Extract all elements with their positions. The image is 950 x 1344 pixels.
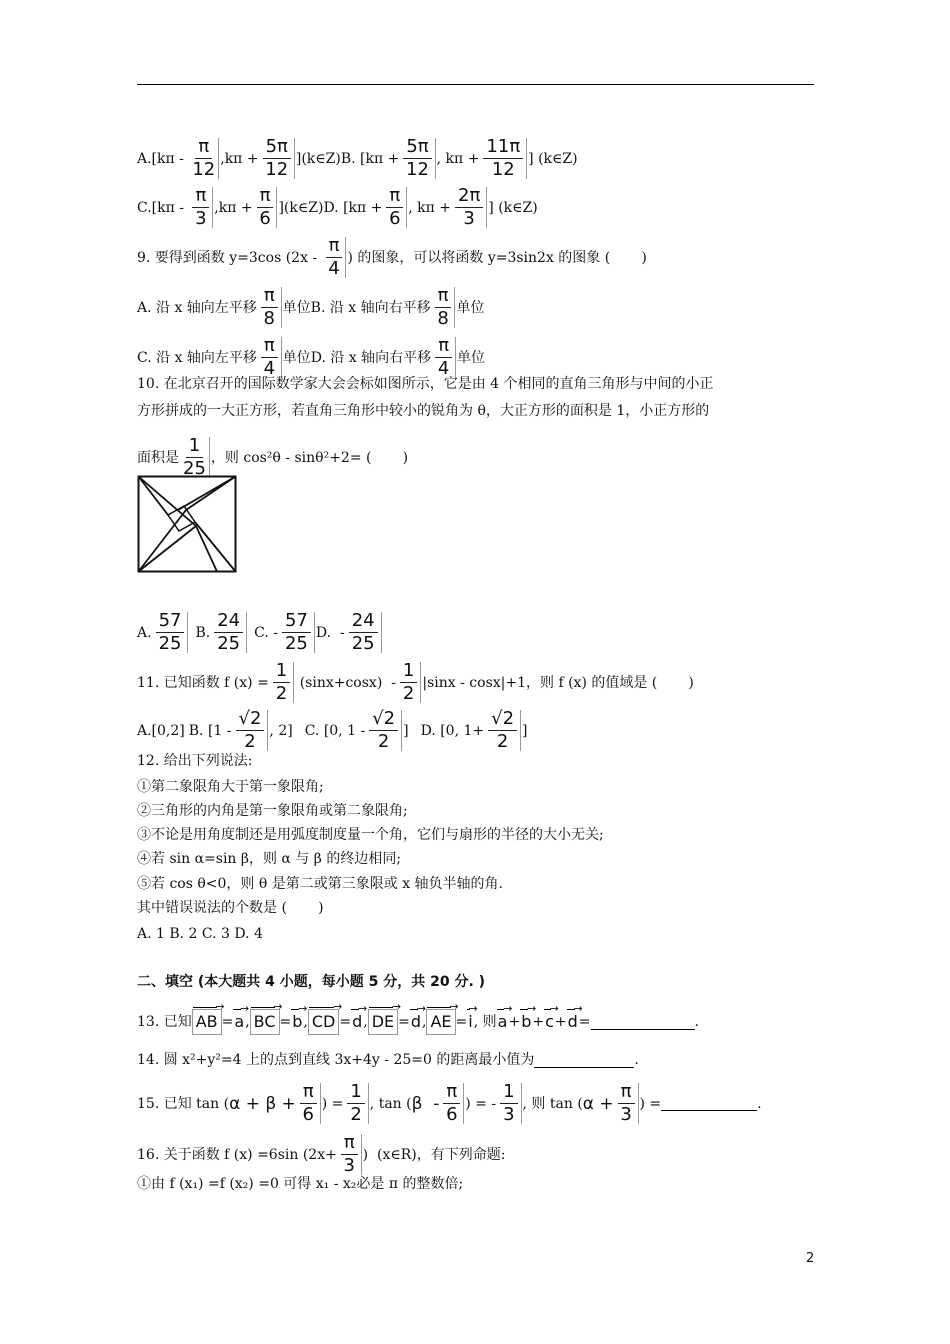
vector-c: c → xyxy=(544,1012,555,1032)
q16-stem xyxy=(137,1134,505,1175)
den: 2 xyxy=(496,731,509,752)
num: 11π xyxy=(483,138,523,159)
q12-item-4 xyxy=(137,849,401,869)
plus: + xyxy=(554,1014,567,1030)
vector-d: d → xyxy=(410,1012,422,1032)
q10-text: ，则 cos²θ - sinθ²+2= ( ) xyxy=(210,449,409,466)
vector-i: i → xyxy=(467,1012,473,1032)
den: 2 xyxy=(275,683,288,704)
fraction xyxy=(432,287,456,328)
num: 1 xyxy=(347,1083,364,1104)
q9-d-text: 单位 xyxy=(457,349,486,366)
q9-text: 9. 要得到函数 y=3cos (2x - xyxy=(137,249,322,266)
den: 25 xyxy=(284,633,308,654)
fraction xyxy=(480,138,527,179)
section-2-heading xyxy=(137,972,485,992)
num: π xyxy=(261,287,278,308)
q9-c-text: 单位 xyxy=(282,349,311,366)
den: 4 xyxy=(328,258,340,279)
q10-options xyxy=(137,612,383,653)
den: 6 xyxy=(446,1104,458,1125)
den: 2 xyxy=(402,683,415,704)
q8-c-text: C.[kπ - xyxy=(137,199,189,216)
congress-emblem-figure xyxy=(137,475,237,573)
num: 1 xyxy=(400,662,417,683)
fraction xyxy=(615,1083,639,1124)
q12-text: 其中错误说法的个数是 ( ) xyxy=(137,900,324,916)
q11-b-text: , 2] xyxy=(269,722,293,739)
fraction xyxy=(297,1083,321,1124)
list-item: ③不论是用角度制还是用弧度制度量一个角，它们与扇形的半径的大小无关; xyxy=(137,827,604,843)
den: 3 xyxy=(620,1104,632,1125)
fraction xyxy=(346,612,382,653)
q11-stem xyxy=(137,662,694,703)
equals: = xyxy=(339,1014,352,1030)
q9-b-text: 单位 xyxy=(456,299,485,316)
fraction xyxy=(440,1083,464,1124)
fraction xyxy=(400,138,435,179)
vector-d: d → xyxy=(351,1012,363,1032)
den: 2 xyxy=(350,1104,362,1125)
q10-text: 面积是 xyxy=(137,449,179,466)
fraction xyxy=(366,710,402,751)
q12-item-5 xyxy=(137,874,503,894)
fraction xyxy=(189,187,213,228)
fraction xyxy=(383,187,407,228)
q8-a-text: ,kπ + xyxy=(220,150,259,167)
den: 6 xyxy=(389,208,401,229)
num: 1 xyxy=(273,662,290,683)
q16-text: 16. 关于函数 f (x) =6sin (2x+ xyxy=(137,1146,337,1163)
num: π xyxy=(435,337,452,358)
q11-text: (sinx+cosx) - xyxy=(295,674,396,691)
num: π xyxy=(386,187,403,208)
q15-text: , tan ( xyxy=(369,1095,412,1112)
vector-ab: AB → xyxy=(192,1009,222,1035)
fraction xyxy=(189,138,219,179)
fraction xyxy=(497,1083,521,1124)
fraction xyxy=(338,1134,362,1175)
q9-d-text: D. 沿 x 轴向右平移 xyxy=(310,349,432,366)
q13-answer-blank[interactable] xyxy=(591,1015,695,1030)
q9-text: ) 的图象，可以将函数 y=3sin2x 的图象 ( ) xyxy=(347,249,647,266)
q15-expr: β - xyxy=(411,1093,440,1114)
fraction xyxy=(279,612,315,653)
den: 8 xyxy=(437,308,449,329)
vector-bc: BC → xyxy=(250,1009,280,1035)
q8-c-text: ,kπ + xyxy=(214,199,253,216)
q9-options-ab xyxy=(137,287,484,328)
q15-expr: α + β + xyxy=(229,1093,296,1114)
list-item: ②三角形的内角是第一象限角或第二象限角; xyxy=(137,803,408,819)
num: 1 xyxy=(500,1083,517,1104)
q15-line xyxy=(137,1083,762,1124)
fraction xyxy=(211,612,247,653)
vector-b: b → xyxy=(520,1012,532,1032)
fraction xyxy=(258,287,282,328)
num: √2 xyxy=(369,710,398,731)
fraction xyxy=(254,187,278,228)
q11-options xyxy=(137,710,528,751)
equals: = xyxy=(221,1014,234,1030)
num: π xyxy=(618,1083,635,1104)
num: 24 xyxy=(214,612,243,633)
den: 12 xyxy=(491,159,515,180)
q11-d-text: ] xyxy=(522,722,528,739)
fraction xyxy=(180,437,210,478)
num: π xyxy=(443,1083,460,1104)
list-item: ①由 f (x₁) =f (x₂) =0 可得 x₁ - x₂必是 π 的整数倍; xyxy=(137,1176,464,1192)
q15-text: ) = xyxy=(639,1095,662,1112)
q8-options-ab xyxy=(137,138,578,179)
q11-d-text: D. [0, 1+ xyxy=(420,722,485,739)
num: 57 xyxy=(282,612,311,633)
q15-expr: α + xyxy=(582,1093,614,1114)
q12-ask xyxy=(137,898,324,918)
q10-d-label: D. - xyxy=(315,624,345,641)
q12-stem xyxy=(137,751,252,771)
fraction xyxy=(323,237,347,278)
period: . xyxy=(757,1095,762,1112)
num: π xyxy=(195,138,212,159)
num: √2 xyxy=(488,710,517,731)
q11-text: |sinx - cosx|+1，则 f (x) 的值域是 ( ) xyxy=(422,674,694,691)
q10-line3 xyxy=(137,437,408,478)
q8-a-text: ](k∈Z) xyxy=(295,150,341,167)
fraction xyxy=(432,337,456,378)
fraction xyxy=(270,662,294,703)
q10-text: 10. 在北京召开的国际数学家大会会标如图所示，它是由 4 个相同的直角三角形与中间的小正 xyxy=(137,376,714,392)
num: 5π xyxy=(263,138,291,159)
q10-c-label: C. - xyxy=(254,624,278,641)
q10-b-label: B. xyxy=(195,624,211,641)
num: π xyxy=(326,237,343,258)
den: 25 xyxy=(217,633,241,654)
num: 2π xyxy=(455,187,483,208)
equals: = xyxy=(279,1014,292,1030)
comma: , xyxy=(303,1014,308,1030)
q12-item-3 xyxy=(137,825,604,845)
num: π xyxy=(257,187,274,208)
q16-item-1 xyxy=(137,1174,463,1194)
q15-text: ) = - xyxy=(465,1095,497,1112)
vector-b: b → xyxy=(291,1012,303,1032)
list-item: ①第二象限角大于第一象限角; xyxy=(137,779,324,795)
q14-text: 14. 圆 x²+y²=4 上的点到直线 3x+4y - 25=0 的距离最小值为 xyxy=(137,1052,535,1068)
num: 5π xyxy=(403,138,431,159)
num: π xyxy=(300,1083,317,1104)
num: π xyxy=(341,1134,358,1155)
q10-text: 方形拼成的一大正方形，若直角三角形中较小的锐角为 θ，大正方形的面积是 1，小正方形的 xyxy=(137,403,710,419)
q15-answer-blank[interactable] xyxy=(661,1096,757,1111)
plus: + xyxy=(508,1014,521,1030)
q8-d-text: , kπ + xyxy=(408,199,451,216)
den: 2 xyxy=(244,731,256,752)
num: 1 xyxy=(186,437,203,458)
q12-options-text: A. 1 B. 2 C. 3 D. 4 xyxy=(137,926,263,942)
den: 25 xyxy=(183,458,206,479)
den: 25 xyxy=(351,633,375,654)
equals: = xyxy=(398,1014,410,1030)
period: . xyxy=(634,1052,639,1068)
den: 6 xyxy=(259,208,271,229)
q9-a-text: A. 沿 x 轴向左平移 xyxy=(137,299,257,316)
q8-c-text: ](k∈Z) xyxy=(278,199,324,216)
q10-a-label: A. xyxy=(137,624,152,641)
fraction xyxy=(258,337,282,378)
fraction xyxy=(233,710,269,751)
q13-text: , 则 xyxy=(473,1014,497,1030)
comma: , xyxy=(422,1014,427,1030)
list-item: ⑤若 cos θ<0，则 θ 是第二或第三象限或 x 轴负半轴的角. xyxy=(137,876,503,892)
q13-text: 13. 已知 xyxy=(137,1014,192,1030)
q15-text: 15. 已知 tan ( xyxy=(137,1095,230,1112)
num: π xyxy=(192,187,209,208)
q13-line xyxy=(137,1009,699,1035)
section-heading: 二、填空 (本大题共 4 小题，每小题 5 分，共 20 分. ) xyxy=(137,974,486,990)
q12-item-2 xyxy=(137,801,408,821)
period: . xyxy=(694,1014,699,1030)
num: 57 xyxy=(156,612,185,633)
vector-a: a → xyxy=(233,1012,245,1032)
num: π xyxy=(261,337,278,358)
q15-text: ) = xyxy=(321,1095,344,1112)
page-number: 2 xyxy=(806,1251,815,1266)
plus: + xyxy=(532,1014,545,1030)
q9-c-text: C. 沿 x 轴向左平移 xyxy=(137,349,257,366)
den: 12 xyxy=(265,159,289,180)
num: √2 xyxy=(236,710,265,731)
q8-b-text: , kπ + xyxy=(436,150,480,167)
den: 8 xyxy=(263,308,275,329)
q15-text: , 则 tan ( xyxy=(522,1095,583,1112)
q8-a-text: A.[kπ - xyxy=(137,150,189,167)
comma: , xyxy=(363,1014,368,1030)
fraction xyxy=(485,710,521,751)
den: 3 xyxy=(343,1155,355,1176)
vector-cd: CD → xyxy=(308,1009,340,1035)
den: 12 xyxy=(192,159,216,180)
q16-text: ) (x∈R)，有下列命题: xyxy=(362,1146,506,1163)
q11-b-text: B. [1 - xyxy=(188,722,232,739)
q12-options xyxy=(137,924,263,944)
den: 3 xyxy=(503,1104,515,1125)
q8-d-text: ] (k∈Z) xyxy=(488,199,538,216)
den: 4 xyxy=(263,358,276,379)
den: 2 xyxy=(377,731,390,752)
q8-b-text: ] (k∈Z) xyxy=(528,150,578,167)
q11-a-text: A.[0,2] xyxy=(137,722,185,739)
q9-stem xyxy=(137,237,647,278)
q8-options-cd xyxy=(137,187,538,228)
vector-a: a → xyxy=(497,1012,509,1032)
equals: = xyxy=(578,1014,591,1030)
fraction xyxy=(344,1083,368,1124)
equals: = xyxy=(455,1014,468,1030)
list-item: ④若 sin α=sin β，则 α 与 β 的终边相同; xyxy=(137,851,402,867)
header-rule xyxy=(137,84,814,85)
vector-d: d → xyxy=(567,1012,579,1032)
den: 3 xyxy=(195,208,207,229)
q11-text: 11. 已知函数 f (x) = xyxy=(137,674,269,691)
vector-de: DE → xyxy=(368,1009,398,1035)
den: 25 xyxy=(158,633,182,654)
num: 24 xyxy=(349,612,378,633)
q8-b-text: B. [kπ + xyxy=(340,150,400,167)
fraction xyxy=(153,612,189,653)
q11-c-text: ] xyxy=(403,722,409,739)
den: 3 xyxy=(463,208,475,229)
q12-text: 12. 给出下列说法: xyxy=(137,753,253,769)
q14-answer-blank[interactable] xyxy=(534,1053,634,1068)
vector-ae: AE → xyxy=(426,1009,455,1035)
q11-c-text: C. [0, 1 - xyxy=(304,722,366,739)
q9-a-text: 单位 xyxy=(282,299,311,316)
q10-line1 xyxy=(137,374,714,394)
den: 12 xyxy=(406,159,429,180)
fraction xyxy=(260,138,295,179)
q14-line xyxy=(137,1050,639,1070)
fraction xyxy=(397,662,421,703)
q9-b-text: B. 沿 x 轴向右平移 xyxy=(310,299,431,316)
q8-d-text: D. [kπ + xyxy=(323,199,383,216)
q12-item-1 xyxy=(137,777,324,797)
num: π xyxy=(435,287,452,308)
fraction xyxy=(452,187,487,228)
q9-options-cd xyxy=(137,337,485,378)
den: 6 xyxy=(302,1104,314,1125)
q10-line2 xyxy=(137,401,709,421)
comma: , xyxy=(245,1014,250,1030)
den: 4 xyxy=(437,358,450,379)
